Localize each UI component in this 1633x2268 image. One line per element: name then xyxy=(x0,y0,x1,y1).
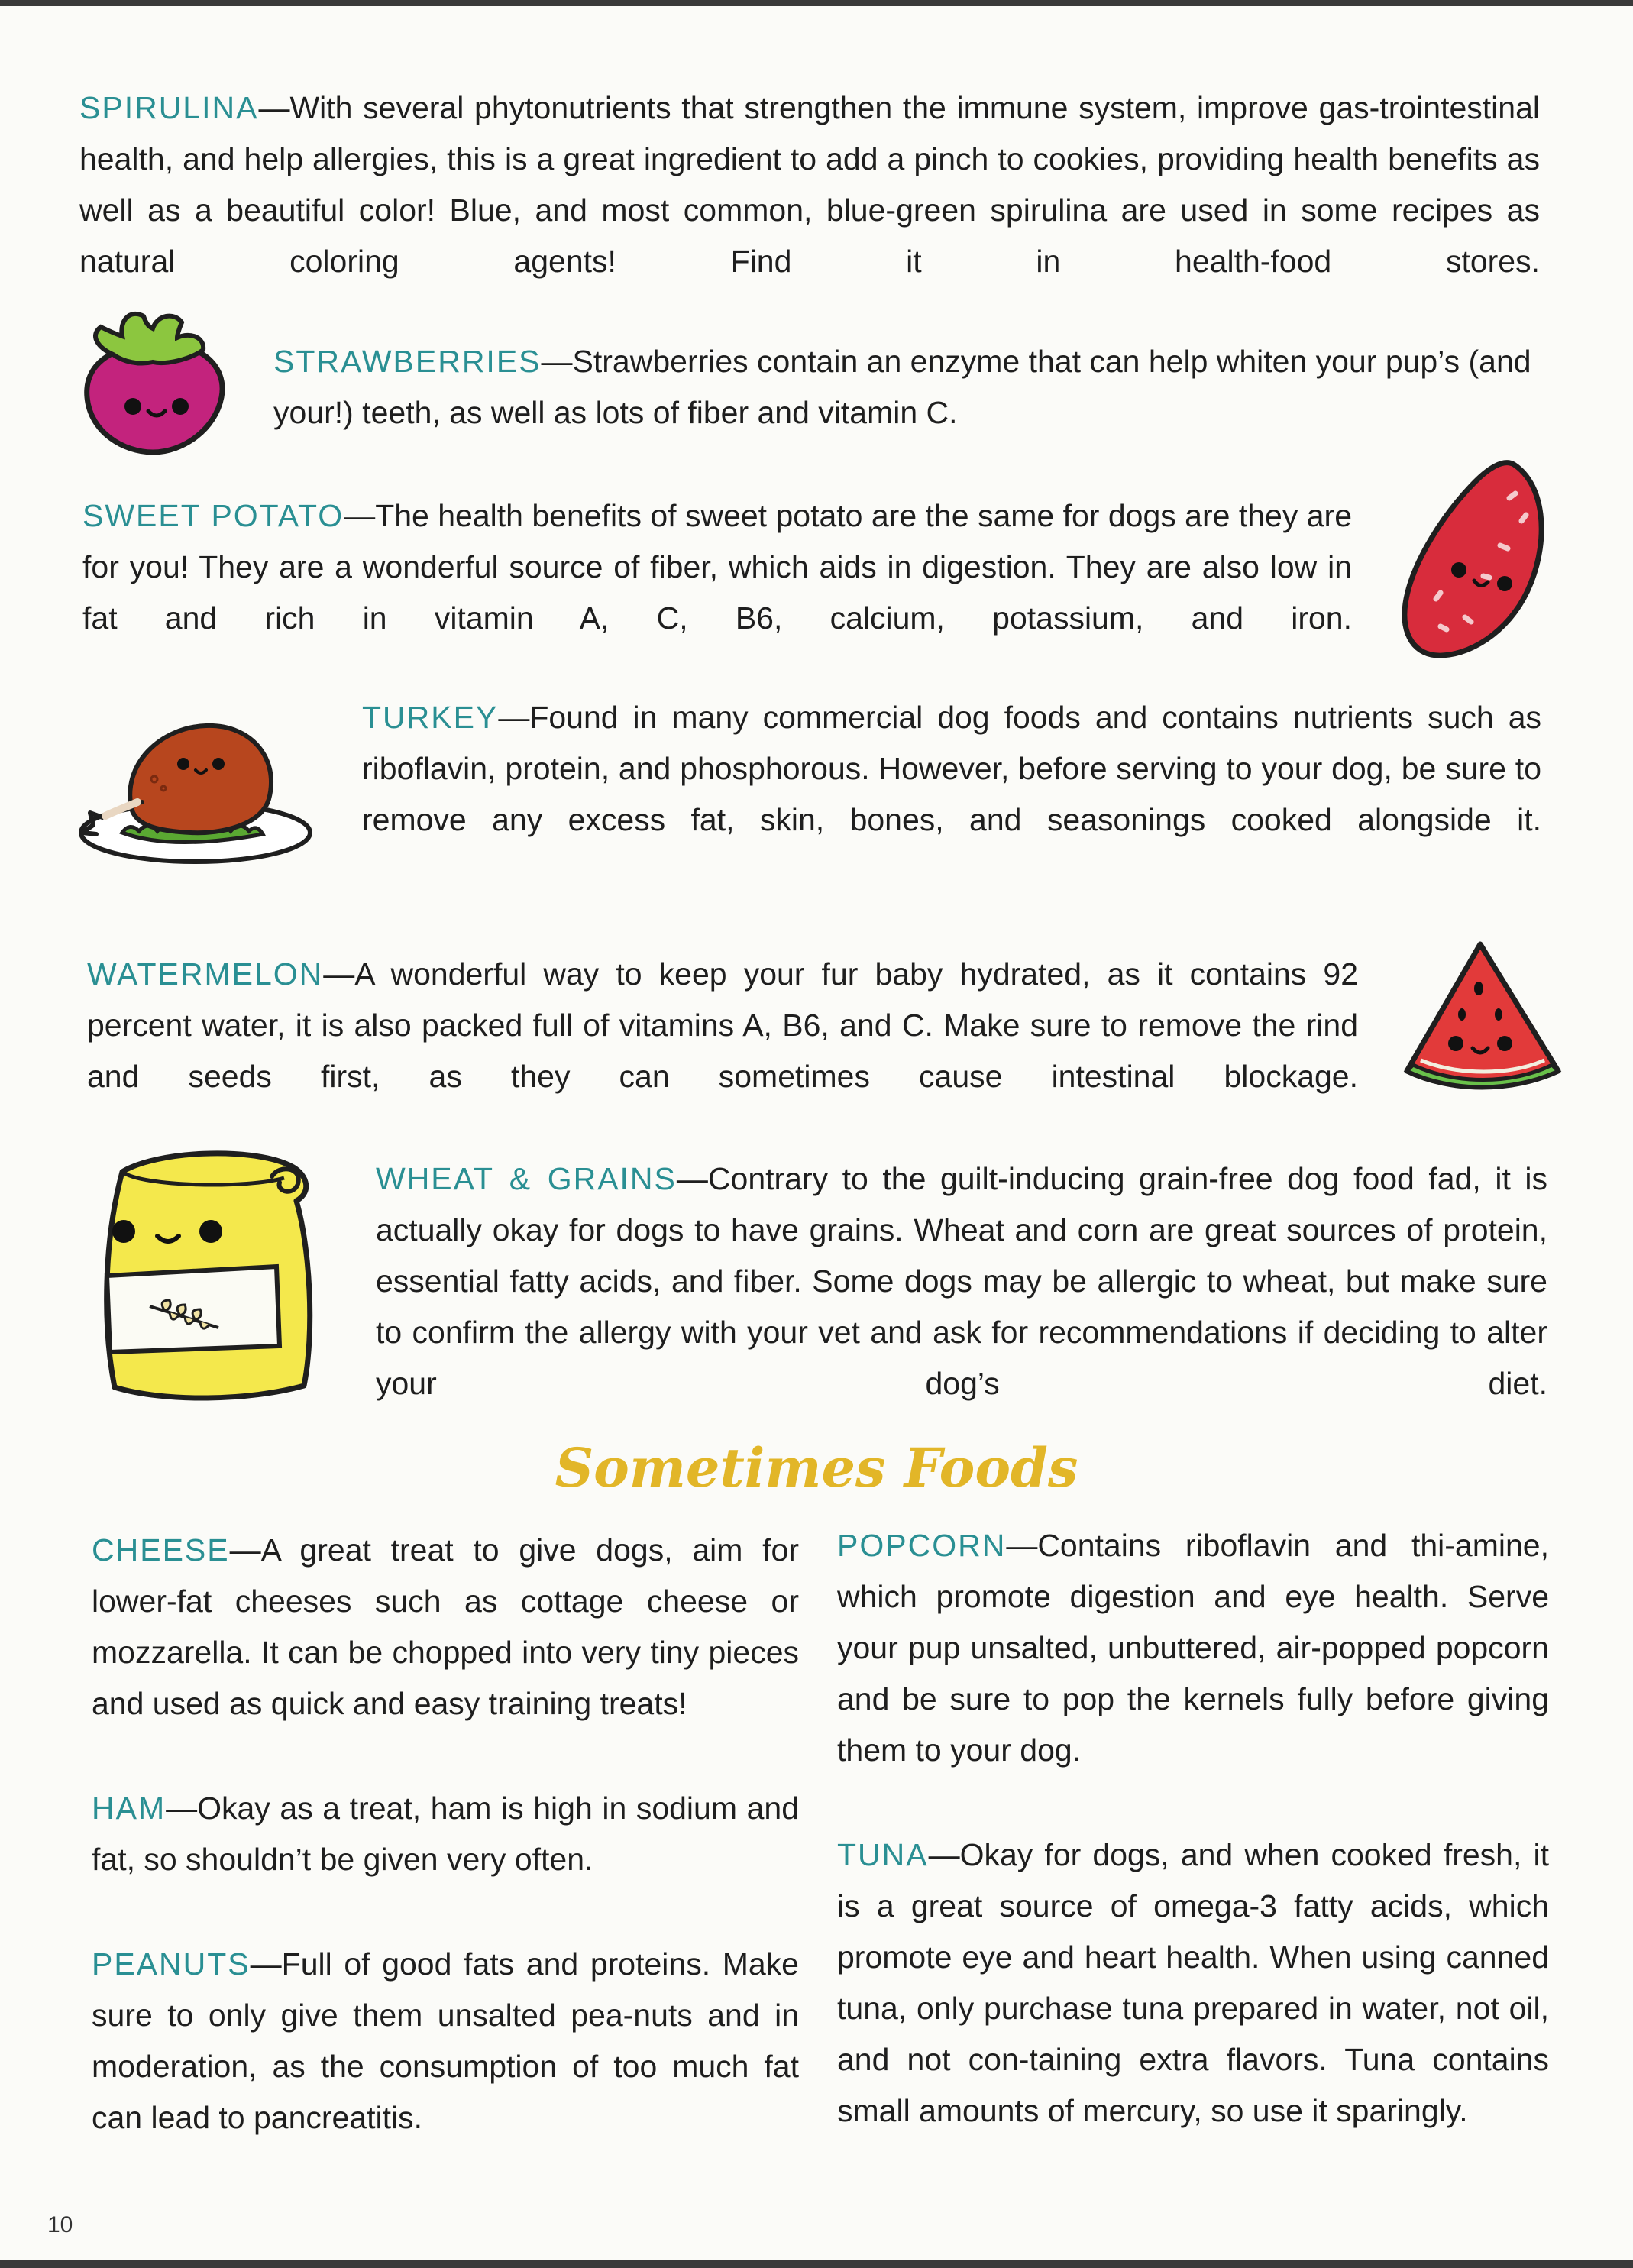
entry-popcorn xyxy=(837,1520,1549,1776)
watermelon-icon xyxy=(1398,935,1567,1092)
entry-body: —With several phytonutrients that strengthen the immune system, improve gas-trointestinal health, and help allergies, this is a great ingredient to add a pinch to cookies, providing health benefits as well as a beautiful color! Blue, and most common, blue-green spirulina are used in some recipes as natural coloring agents! Find it in health-food stores. xyxy=(79,90,1540,279)
entry-body: —Found in many commercial dog foods and contains nutrients such as riboflavin, protein, and phosphorous. However, before serving to your dog, be sure to remove any excess fat, skin, bones, and seasonings cooked alongside it. xyxy=(362,700,1541,837)
left-column xyxy=(92,1525,799,2143)
sweet-potato-icon xyxy=(1392,454,1557,665)
entry-ham xyxy=(92,1783,799,1885)
page-number: 10 xyxy=(47,2212,73,2237)
entry-term: WATERMELON xyxy=(87,956,324,992)
entry-term: STRAWBERRIES xyxy=(273,344,542,379)
entry-term: POPCORN xyxy=(837,1528,1007,1563)
entry-wheat-grains xyxy=(376,1153,1547,1461)
entry-strawberries xyxy=(273,336,1541,438)
top-edge-line xyxy=(0,0,1633,6)
right-column xyxy=(837,1520,1549,2137)
entry-term: TURKEY xyxy=(362,700,499,735)
grain-bag-icon xyxy=(96,1141,318,1407)
entry-watermelon xyxy=(87,949,1358,1153)
entry-turkey xyxy=(362,692,1541,897)
bottom-edge-line xyxy=(0,2260,1633,2268)
entry-body: —A great treat to give dogs, aim for lower-fat cheeses such as cottage cheese or mozzarella. It can be chopped into very tiny pieces and used as quick and easy training treats! xyxy=(92,1532,799,1721)
entry-body: —A wonderful way to keep your fur baby hydrated, as it contains 92 percent water, it is also packed full of vitamins A, B6, and C. Make sure to remove the rind and seeds first, as they can sometimes cause intestinal blockage. xyxy=(87,956,1358,1094)
entry-term: PEANUTS xyxy=(92,1946,251,1982)
strawberry-icon xyxy=(76,304,234,457)
turkey-icon xyxy=(69,710,315,868)
entry-body: —Full of good fats and proteins. Make sure to only give them unsalted pea-nuts and in moderation, as the consumption of too much fat can lead to pancreatitis. xyxy=(92,1946,799,2135)
entry-body: —Strawberries contain an enzyme that can help whiten your pup’s (and your!) teeth, as well as lots of fiber and vitamin C. xyxy=(273,344,1531,430)
entry-body: —The health benefits of sweet potato are the same for dogs are they are for you! They are a wonderful source of fiber, which aids in digestion. They are also low in fat and rich in vitamin A, C, B6, calcium, potassium, and iron. xyxy=(82,498,1352,636)
section-title: Sometimes Foods xyxy=(555,1436,1078,1500)
entry-spirulina xyxy=(79,83,1540,338)
entry-body: —Okay for dogs, and when cooked fresh, it is a great source of omega-3 fatty acids, which promote eye and heart health. When using canned tuna, only purchase tuna prepared in water, not oil, and not con-taining extra flavors. Tuna contains small amounts of mercury, so use it sparingly. xyxy=(837,1837,1549,2128)
entry-tuna xyxy=(837,1830,1549,2137)
entry-peanuts xyxy=(92,1939,799,2143)
entry-term: SPIRULINA xyxy=(79,90,259,125)
entry-sweet-potato xyxy=(82,490,1352,695)
entry-body: —Contains riboflavin and thi-amine, which promote digestion and eye health. Serve your pup unsalted, unbuttered, air-popped popcorn and be sure to pop the kernels fully before giving them to your dog. xyxy=(837,1528,1549,1768)
entry-term: HAM xyxy=(92,1791,167,1826)
entry-term: SWEET POTATO xyxy=(82,498,344,533)
entry-cheese xyxy=(92,1525,799,1729)
entry-term: TUNA xyxy=(837,1837,929,1872)
entry-term: CHEESE xyxy=(92,1532,230,1568)
entry-body: —Okay as a treat, ham is high in sodium and fat, so shouldn’t be given very often. xyxy=(92,1791,799,1877)
entry-body: —Contrary to the guilt-inducing grain-free dog food fad, it is actually okay for dogs to have grains. Wheat and corn are great sources of protein, essential fatty acids, and fiber. Some dogs may be allergic to wheat, but make sure to confirm the allergy with your vet and ask for recommendations if deciding to alter your dog’s diet. xyxy=(376,1161,1547,1401)
entry-term: WHEAT & GRAINS xyxy=(376,1161,677,1196)
